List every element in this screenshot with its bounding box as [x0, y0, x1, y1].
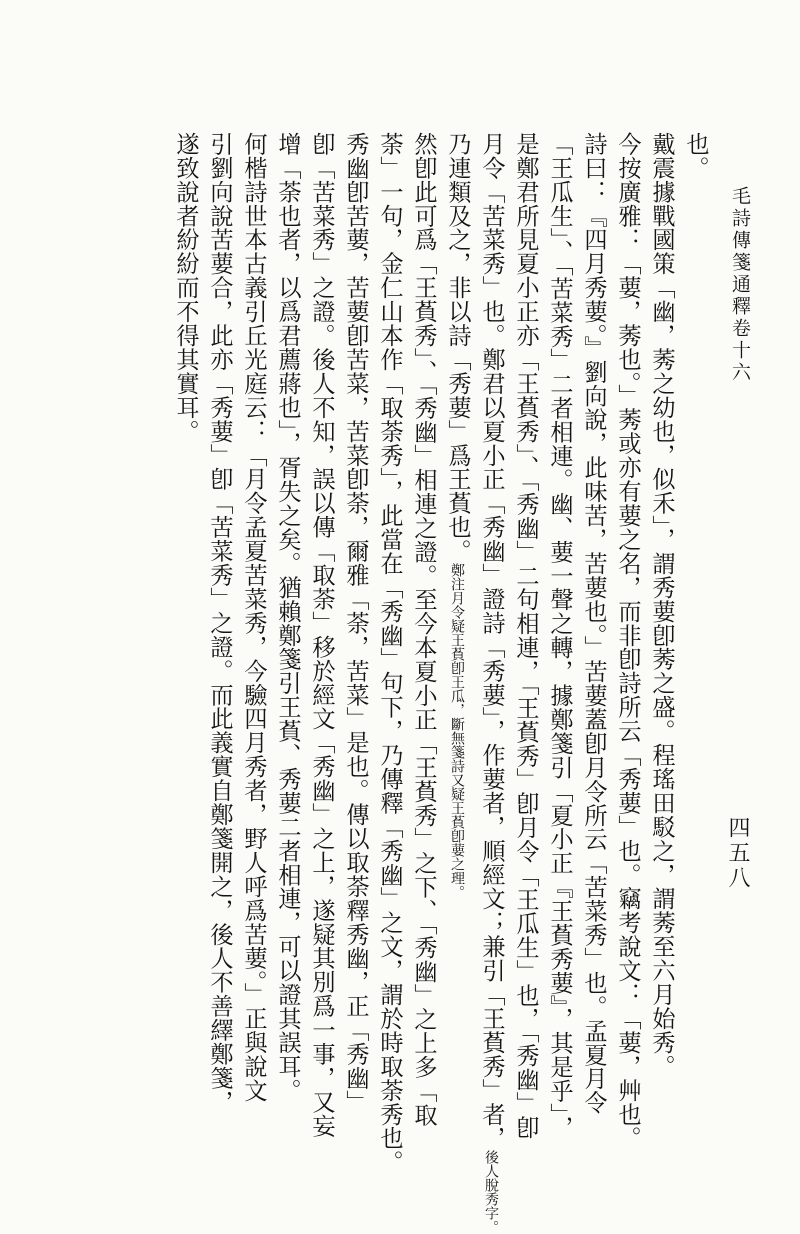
text-line: 也。: [682, 132, 709, 180]
running-header: 毛詩傳箋通釋卷十六: [729, 186, 751, 384]
text-line: 荼」一句，金仁山本作「取荼秀」，此當在「秀幽」句下，乃傳釋「秀幽」之文，謂於時取荼秀也。: [376, 132, 403, 1175]
text-line: 是鄭君所見夏小正亦「王萯秀」、「秀幽」二句相連，「王萯秀」卽月令「王瓜生」也，「秀幽」卽: [512, 132, 539, 1140]
annotation-note: 後人脫秀字。: [483, 1150, 499, 1234]
text-line: 「王瓜生」、「苦菜秀」二者相連。幽、葽一聲之轉，據鄭箋引「夏小正『王萯秀葽』，其是乎」，: [546, 132, 573, 1140]
text-line: 增「荼也者，以爲君薦蔣也」，胥失之矣。猶賴鄭箋引王萯、秀葽二者相連，可以證其誤耳。: [274, 132, 301, 1103]
text-line: 然卽此可爲「王萯秀」、「秀幽」相連之證。至今本夏小正「王萯秀」之下、「秀幽」之上多「取: [410, 132, 437, 1128]
text-line: 戴震據戰國策「幽，莠之幼也，似禾」，謂秀葽卽莠之盛。程瑤田駁之，謂莠至六月始秀。: [648, 132, 675, 1079]
text-line: 詩曰：『四月秀葽。』劉向說，此味苦，苦葽也。」苦葽蓋卽月令所云「苦菜秀」也。孟夏月令: [580, 132, 607, 1115]
text-line: 卽「苦菜秀」之證。後人不知，誤以傳「取荼」移於經文「秀幽」之上，遂疑其別爲一事，又妄: [308, 132, 335, 1138]
body-text: [100, 132, 712, 1234]
text-segment: 月令「苦菜秀」也。鄭君以夏小正「秀幽」證詩「秀葽」，作葽者，順經文；兼引「王萯秀」者，: [478, 132, 505, 1151]
page-number: 四五八: [725, 816, 750, 891]
text-line: 引劉向說苦葽合，此亦「秀葽」卽「苦菜秀」之證。而此義實自鄭箋開之，後人不善繹鄭箋，: [206, 132, 233, 1114]
text-line: 秀幽卽苦葽，苦葽卽苦菜，苦菜卽荼，爾雅「荼，苦菜」是也。傳以取荼釋秀幽，正「秀幽」: [342, 132, 369, 1114]
text-line: 今按廣雅：「葽，莠也。」莠或亦有葽之名，而非卽詩所云「秀葽」也。竊考說文：「葽，艸也。: [614, 132, 641, 1151]
text-line: 何楷詩世本古義引丘光庭云：「月令孟夏苦菜秀，今驗四月秀者，野人呼爲苦葽。」正與說文: [240, 132, 267, 1103]
text-segment: 乃連類及之，非以詩「秀葽」爲王萯也。: [444, 132, 471, 564]
text-line: [474, 132, 508, 1234]
annotation-note: 鄭注月令疑王萯卽王瓜，斷無箋詩又疑王萯卽葽之理。: [449, 563, 465, 900]
text-line: [440, 132, 474, 1092]
text-line: 遂致說者紛紛而不得其實耳。: [172, 132, 199, 444]
